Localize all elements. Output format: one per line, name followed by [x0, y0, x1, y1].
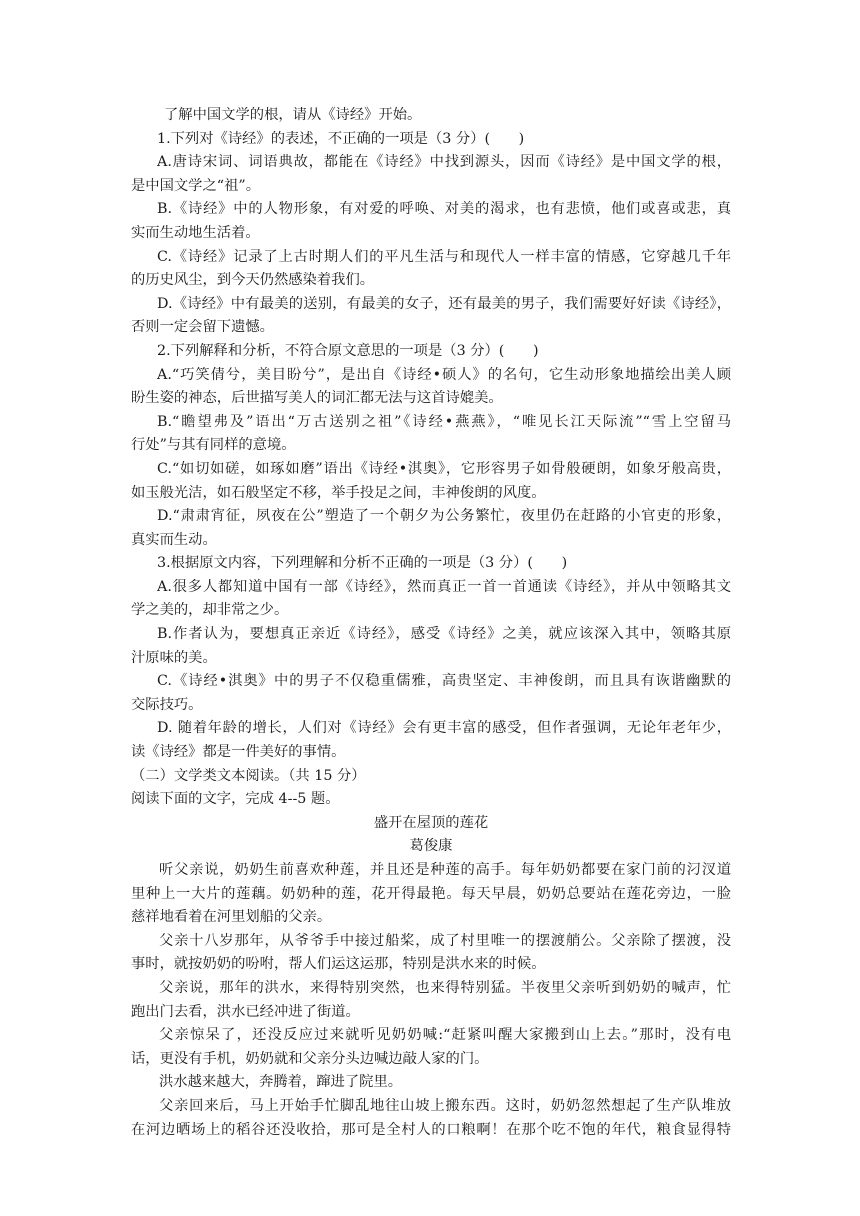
text-line: 实而生动地生活着。	[131, 224, 260, 241]
article-title: 盛开在屋顶的莲花	[373, 814, 489, 831]
text-line: 否则一定会留下遗憾。	[131, 319, 274, 336]
text-line: 了解中国文学的根，请从《诗经》开始。	[164, 107, 422, 123]
text-line: 如玉般光洁，如石般坚定不移，举手投足之间，丰神俊朗的风度。	[131, 484, 546, 501]
text-line: B.作者认为，要想真正亲近《诗经》，感受《诗经》之美，就应该深入其中，领略其原	[157, 626, 731, 643]
text-line: B.《诗经》中的人物形象，有对爱的呼唤、对美的渴求，也有悲愤，他们或喜或悲，真	[157, 201, 731, 218]
text-line: 2.下列解释和分析，不符合原文意思的一项是（3 分）( )	[157, 342, 539, 359]
text-line: 听父亲说，奶奶生前喜欢种莲，并且还是种莲的高手。每年奶奶都要在家门前的汈汊道	[159, 862, 731, 878]
text-line: 行处”与其有同样的意境。	[131, 437, 296, 454]
text-line: 洪水越来越大，奔腾着，蹿进了院里。	[159, 1074, 403, 1091]
text-line: 慈祥地看着在河里划船的父亲。	[131, 909, 332, 926]
text-line: 的历史风尘，到今天仍然感染着我们。	[131, 272, 375, 289]
text-line: 里种上一大片的莲藕。奶奶种的莲，花开得最艳。每天早晨，奶奶总要站在莲花旁边，一脸	[131, 885, 731, 902]
text-line: 学之美的，却非常之少。	[131, 602, 289, 619]
text-line: C.《诗经》记录了上古时期人们的平凡生活与和现代人一样丰富的情感，它穿越几千年	[157, 248, 731, 265]
text-line: 3.根据原文内容，下列理解和分析不正确的一项是（3 分）( )	[157, 555, 568, 572]
article-author: 葛俊康	[409, 838, 453, 855]
text-line: 阅读下面的文字，完成 4--5 题。	[131, 791, 340, 808]
text-line: 父亲说，那年的洪水，来得特别突然，也来得特别猛。半夜里父亲听到奶奶的喊声，忙	[159, 979, 731, 996]
text-line: 是中国文学之“祖”。	[131, 177, 260, 194]
text-line: 话，更没有手机，奶奶就和父亲分头边喊边敲人家的门。	[131, 1050, 489, 1067]
text-line: 父亲十八岁那年，从爷爷手中接过船桨，成了村里唯一的摆渡艄公。父亲除了摆渡，没	[159, 932, 731, 949]
text-line: D.“肃肃宵征，夙夜在公”塑造了一个朝夕为公务繁忙，夜里仍在赶路的小官吏的形象，	[157, 508, 731, 525]
text-line: （二）文学类文本阅读。（共 15 分）	[131, 767, 366, 784]
text-line: C.《诗经•淇奥》中的男子不仅稳重儒雅，高贵坚定、丰神俊朗，而且具有诙谐幽默的	[157, 673, 731, 690]
text-line: 跑出门去看，洪水已经冲进了街道。	[131, 1003, 360, 1020]
text-line: C.“如切如磋，如琢如磨”语出《诗经•淇奥》，它形容男子如骨般硬朗，如象牙般高贵，	[157, 460, 731, 477]
text-line: A.唐诗宋词、词语典故，都能在《诗经》中找到源头，因而《诗经》是中国文学的根，	[157, 154, 731, 171]
text-line: 事时，就按奶奶的吩咐，帮人们运这运那，特别是洪水来的时候。	[131, 956, 546, 973]
text-line: 父亲惊呆了，还没反应过来就听见奶奶喊:“赶紧叫醒大家搬到山上去。”那时，没有电	[159, 1027, 731, 1044]
text-line: 汁原味的美。	[131, 649, 217, 666]
text-line: 盼生姿的神态，后世描写美人的词汇都无法与这首诗媲美。	[131, 390, 503, 407]
text-line: 读《诗经》都是一件美好的事情。	[131, 744, 346, 761]
text-line: A.“巧笑倩兮，美目盼兮”，是出自《诗经•硕人》的名句，它生动形象地描绘出美人顾	[157, 366, 731, 383]
text-line: A.很多人都知道中国有一部《诗经》，然而真正一首一首通读《诗经》，并从中领略其文	[157, 578, 731, 595]
text-line: 真实而生动。	[131, 531, 217, 548]
document-body	[131, 104, 731, 1142]
text-line: 父亲回来后，马上开始手忙脚乱地往山坡上搬东西。这时，奶奶忽然想起了生产队堆放	[159, 1097, 731, 1114]
text-line: D.《诗经》中有最美的送别，有最美的女子，还有最美的男子，我们需要好好读《诗经》，	[157, 295, 731, 312]
text-line: B.“瞻望弗及”语出“万古送别之祖”《诗经•燕燕》，“唯见长江天际流”“雪上空留马	[157, 413, 731, 430]
text-line: 1.下列对《诗经》的表述，不正确的一项是（3 分）( )	[157, 130, 525, 147]
text-line: 在河边晒场上的稻谷还没收拾，那可是全村人的口粮啊！在那个吃不饱的年代，粮食显得特	[131, 1121, 731, 1138]
text-line: 交际技巧。	[131, 696, 203, 713]
text-line: D. 随着年龄的增长，人们对《诗经》会有更丰富的感受，但作者强调，无论年老年少，	[157, 720, 731, 737]
